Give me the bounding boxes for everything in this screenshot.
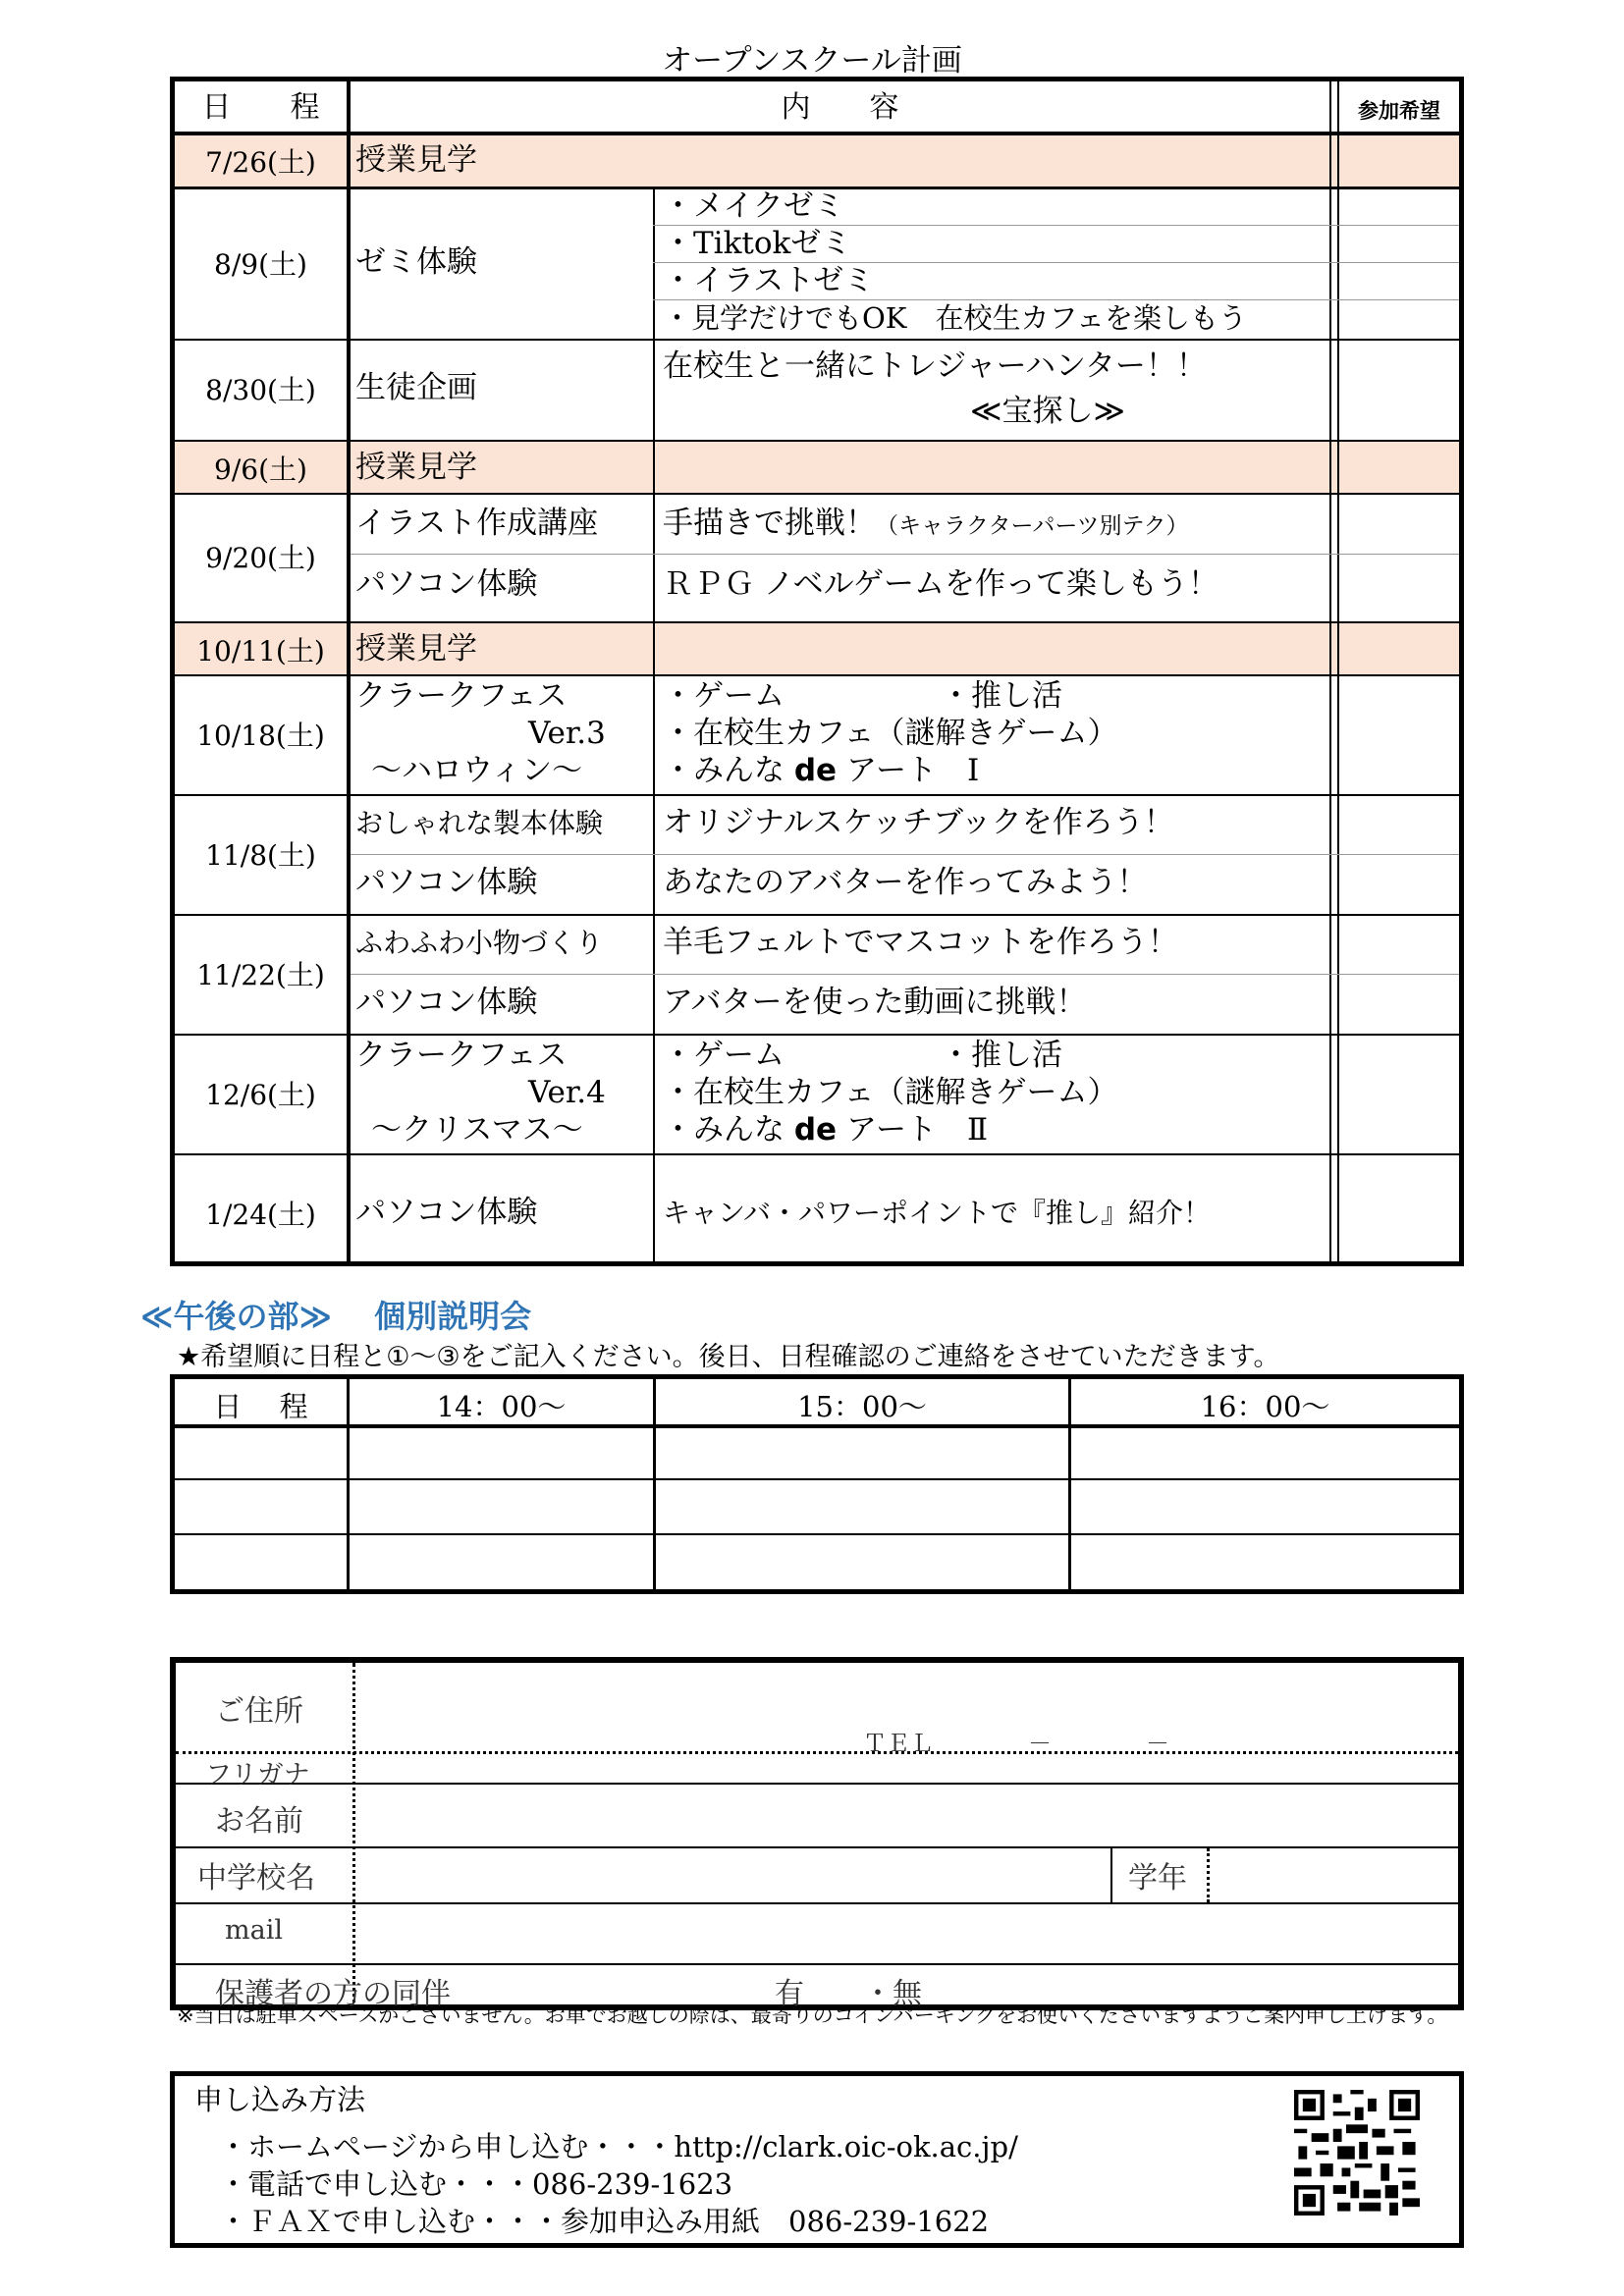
- content-note: （キャラクターパーツ別テク）: [876, 513, 1189, 539]
- qr-code-icon[interactable]: [1294, 2090, 1420, 2216]
- apply-box: [170, 2071, 1464, 2248]
- category-line: Ver.3: [528, 716, 606, 751]
- content-text: あなたのアバターを作ってみよう！: [663, 865, 1148, 900]
- category-cell: 授業見学: [355, 142, 477, 178]
- category-cell: 生徒企画: [355, 370, 477, 405]
- pm-input-cell[interactable]: [1071, 1428, 1459, 1478]
- category-cell: パソコン体験: [355, 566, 538, 602]
- participation-cell[interactable]: [1339, 189, 1459, 339]
- category-cell: ふわふわ小物づくり: [355, 927, 604, 959]
- pm-input-cell[interactable]: [175, 1535, 347, 1589]
- pm-input-cell[interactable]: [656, 1428, 1068, 1478]
- date-cell: 11/8(土): [205, 839, 316, 872]
- category-cell: イラスト作成講座: [355, 506, 599, 541]
- participation-cell[interactable]: [1339, 135, 1459, 187]
- date-cell: 1/24(土): [205, 1199, 316, 1231]
- pm-input-cell[interactable]: [1071, 1535, 1459, 1589]
- date-cell: 9/6(土): [214, 454, 307, 486]
- pm-input-cell[interactable]: [350, 1480, 653, 1533]
- category-cell: パソコン体験: [355, 985, 538, 1020]
- category-cell: 授業見学: [355, 450, 477, 485]
- content-word: アート Ⅰ: [845, 753, 980, 788]
- pm-input-cell[interactable]: [656, 1535, 1068, 1589]
- date-cell: 10/18(土): [196, 720, 325, 752]
- pm-input-cell[interactable]: [175, 1428, 347, 1478]
- header-participation: 参加希望: [1358, 99, 1440, 123]
- content-item: ・推し活: [941, 1038, 1062, 1073]
- content-text: [663, 506, 1189, 545]
- pm-input-cell[interactable]: [350, 1535, 653, 1589]
- participation-cell[interactable]: [1339, 495, 1459, 621]
- participation-cell[interactable]: [1339, 796, 1459, 914]
- participation-cell[interactable]: [1339, 676, 1459, 794]
- name-field[interactable]: [355, 1785, 1458, 1846]
- content-item: ・Tiktokゼミ: [663, 226, 852, 261]
- date-cell: 12/6(土): [205, 1079, 316, 1111]
- pm-header-slot: 15：00～: [797, 1390, 927, 1423]
- content-subtext: ≪宝探し≫: [970, 394, 1125, 429]
- date-cell: 7/26(土): [205, 146, 316, 179]
- content-item: ・在校生カフェ（謎解きゲーム）: [663, 716, 1118, 751]
- header-date: 日 程: [201, 90, 320, 125]
- participation-cell[interactable]: [1339, 916, 1459, 1034]
- content-item: ・イラストゼミ: [663, 263, 875, 298]
- content-word: de: [793, 1112, 838, 1148]
- guardian-label: 保護者の方の同伴: [215, 1977, 451, 2011]
- category-cell: パソコン体験: [355, 865, 538, 900]
- pm-input-cell[interactable]: [350, 1428, 653, 1478]
- apply-title: 申し込み方法: [194, 2083, 366, 2116]
- content-word: ・みんな: [663, 753, 785, 788]
- participation-cell[interactable]: [1339, 442, 1459, 493]
- category-cell: パソコン体験: [355, 1195, 538, 1230]
- category-line: クラークフェス: [355, 1038, 568, 1073]
- content-item: ・メイクゼミ: [663, 188, 844, 224]
- footnote: ※当日は駐車スペースがございません。お車でお越しの際は、最寄りのコインパーキングをお使いくださいますようご案内申し上げます。: [177, 2003, 1448, 2027]
- content-item: ・推し活: [941, 678, 1062, 714]
- pm-header-slot: 16：00～: [1200, 1390, 1330, 1423]
- afternoon-note: ★希望順に日程と①～③をご記入ください。後日、日程確認のご連絡をさせていただきます。: [177, 1342, 1280, 1372]
- content-text: 在校生と一緒にトレジャーハンター！！: [663, 348, 1207, 384]
- content-item: [663, 753, 979, 789]
- mail-label: mail: [225, 1915, 283, 1946]
- name-label: お名前: [215, 1804, 303, 1839]
- participation-cell[interactable]: [1339, 1155, 1459, 1261]
- apply-fax: ・ＦＡＸで申し込む・・・参加申込み用紙 086-239-1622: [219, 2205, 990, 2238]
- content-item: ・ゲーム: [663, 1038, 785, 1073]
- content-main: 手描きで挑戦！: [663, 506, 876, 541]
- page-title: オープンスクール計画: [662, 43, 962, 79]
- content-text: ＲＰＧ ノベルゲームを作って楽しもう！: [663, 566, 1218, 602]
- mail-field[interactable]: [355, 1904, 1458, 1963]
- furigana-label: フリガナ: [205, 1760, 310, 1790]
- content-text: アバターを使った動画に挑戦！: [663, 985, 1087, 1020]
- pm-input-cell[interactable]: [1071, 1480, 1459, 1533]
- content-item: ・見学だけでもOK 在校生カフェを楽しもう: [663, 301, 1247, 335]
- category-line: ～ハロウィン～: [371, 753, 583, 788]
- category-cell: ゼミ体験: [355, 244, 477, 280]
- schedule-table: [170, 77, 1464, 1266]
- apply-phone[interactable]: ・電話で申し込む・・・086-239-1623: [219, 2167, 733, 2201]
- participation-cell[interactable]: [1339, 623, 1459, 674]
- pm-header-slot: 14：00～: [436, 1390, 567, 1423]
- address-field[interactable]: [355, 1663, 1458, 1751]
- category-line: クラークフェス: [355, 678, 568, 714]
- date-cell: 8/30(土): [205, 374, 316, 406]
- guardian-options[interactable]: 有 ・無: [775, 1977, 922, 2011]
- grade-field[interactable]: [1210, 1848, 1458, 1902]
- furigana-field[interactable]: [355, 1754, 1458, 1783]
- date-cell: 8/9(土): [214, 248, 307, 281]
- content-word: ・みんな: [663, 1112, 785, 1148]
- pm-header-date: 日 程: [213, 1390, 308, 1423]
- participation-cell[interactable]: [1339, 341, 1459, 440]
- date-cell: 10/11(土): [196, 635, 325, 667]
- pm-input-cell[interactable]: [175, 1480, 347, 1533]
- date-cell: 9/20(土): [205, 542, 316, 574]
- date-cell: 11/22(土): [196, 959, 325, 991]
- school-label: 中学校名: [197, 1861, 315, 1896]
- grade-label: 学年: [1128, 1861, 1187, 1896]
- content-text: キャンバ・パワーポイントで『推し』紹介！: [663, 1197, 1212, 1229]
- content-text: 羊毛フェルトでマスコットを作ろう！: [663, 925, 1178, 960]
- afternoon-table: [170, 1374, 1464, 1594]
- content-item: ・ゲーム: [663, 678, 785, 714]
- apply-web[interactable]: ・ホームページから申し込む・・・http://clark.oic-ok.ac.jp/: [219, 2130, 1018, 2163]
- info-form: [170, 1657, 1464, 2010]
- address-label: ご住所: [215, 1694, 303, 1729]
- school-field[interactable]: [355, 1848, 1110, 1902]
- header-content: 内 容: [781, 90, 899, 125]
- category-cell: 授業見学: [355, 631, 477, 667]
- category-line: Ver.4: [528, 1075, 606, 1110]
- content-item: [663, 1112, 988, 1148]
- category-line: ～クリスマス～: [371, 1112, 583, 1148]
- content-word: アート Ⅱ: [845, 1112, 989, 1148]
- content-word: de: [793, 753, 838, 788]
- category-cell: おしゃれな製本体験: [355, 807, 604, 839]
- participation-cell[interactable]: [1339, 1036, 1459, 1153]
- content-item: ・在校生カフェ（謎解きゲーム）: [663, 1075, 1118, 1110]
- pm-input-cell[interactable]: [656, 1480, 1068, 1533]
- content-text: オリジナルスケッチブックを作ろう！: [663, 805, 1174, 840]
- afternoon-heading: ≪午後の部≫ 個別説明会: [140, 1298, 532, 1335]
- tel-label: ＴＥＬ － －: [863, 1730, 1169, 1757]
